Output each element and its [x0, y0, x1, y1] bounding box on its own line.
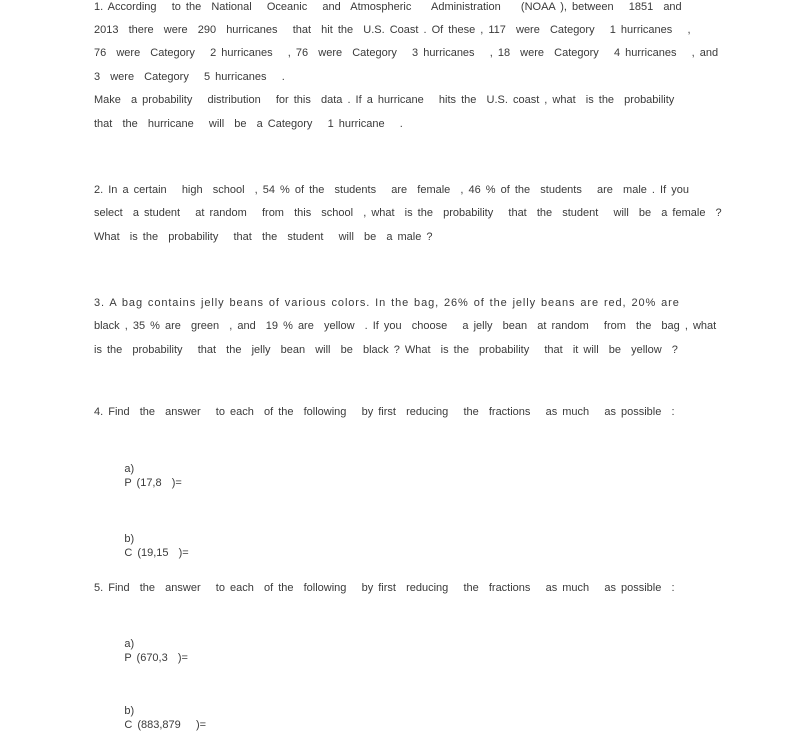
part-expression: P (670,3 )= — [124, 652, 188, 664]
question-2-line-2: select a student at random from this school , what is the probability that the student will be a female ? — [94, 207, 722, 219]
question-1-line-2: 2013 there were 290 hurricanes that hit the U.S. Coast . Of these , 117 were Category 1 hurricanes , — [94, 24, 691, 36]
question-5-prompt: 5. Find the answer to each of the following by first reducing the fractions as much as possible : — [94, 582, 675, 594]
question-5-part-a — [94, 623, 188, 679]
part-label: a) — [124, 463, 135, 475]
question-1-line-5: Make a probability distribution for this data . If a hurricane hits the U.S. coast , what is the probability — [94, 94, 675, 106]
question-3-line-3: is the probability that the jelly bean will be black ? What is the probability that it will be yellow ? — [94, 344, 678, 356]
part-label: b) — [124, 533, 135, 545]
question-1-line-3: 76 were Category 2 hurricanes , 76 were Category 3 hurricanes , 18 were Category 4 hurricanes , and — [94, 47, 719, 59]
part-expression: C (19,15 )= — [124, 547, 189, 559]
part-expression: P (17,8 )= — [124, 477, 182, 489]
question-1-line-1: 1. According to the National Oceanic and Atmospheric Administration (NOAA ), between 1851 and — [94, 1, 682, 13]
question-4-prompt: 4. Find the answer to each of the following by first reducing the fractions as much as possible : — [94, 406, 675, 418]
part-expression: C (883,879 )= — [124, 719, 207, 731]
part-label: a) — [124, 638, 135, 650]
question-3-line-2: black , 35 % are green , and 19 % are yellow . If you choose a jelly bean at random from the bag , what — [94, 320, 717, 332]
question-1-line-6: that the hurricane will be a Category 1 hurricane . — [94, 118, 403, 130]
question-5-part-b — [94, 690, 206, 746]
question-2-line-3: What is the probability that the student will be a male ? — [94, 231, 433, 243]
question-3-line-1: 3. A bag contains jelly beans of various colors. In the bag, 26% of the jelly beans are red, 20% are — [94, 297, 680, 309]
question-4-part-a — [94, 448, 182, 504]
question-4-part-b — [94, 518, 189, 574]
question-1-line-4: 3 were Category 5 hurricanes . — [94, 71, 285, 83]
question-2-line-1: 2. In a certain high school , 54 % of the students are female , 46 % of the students are male . If you — [94, 184, 689, 196]
part-label: b) — [124, 705, 135, 717]
